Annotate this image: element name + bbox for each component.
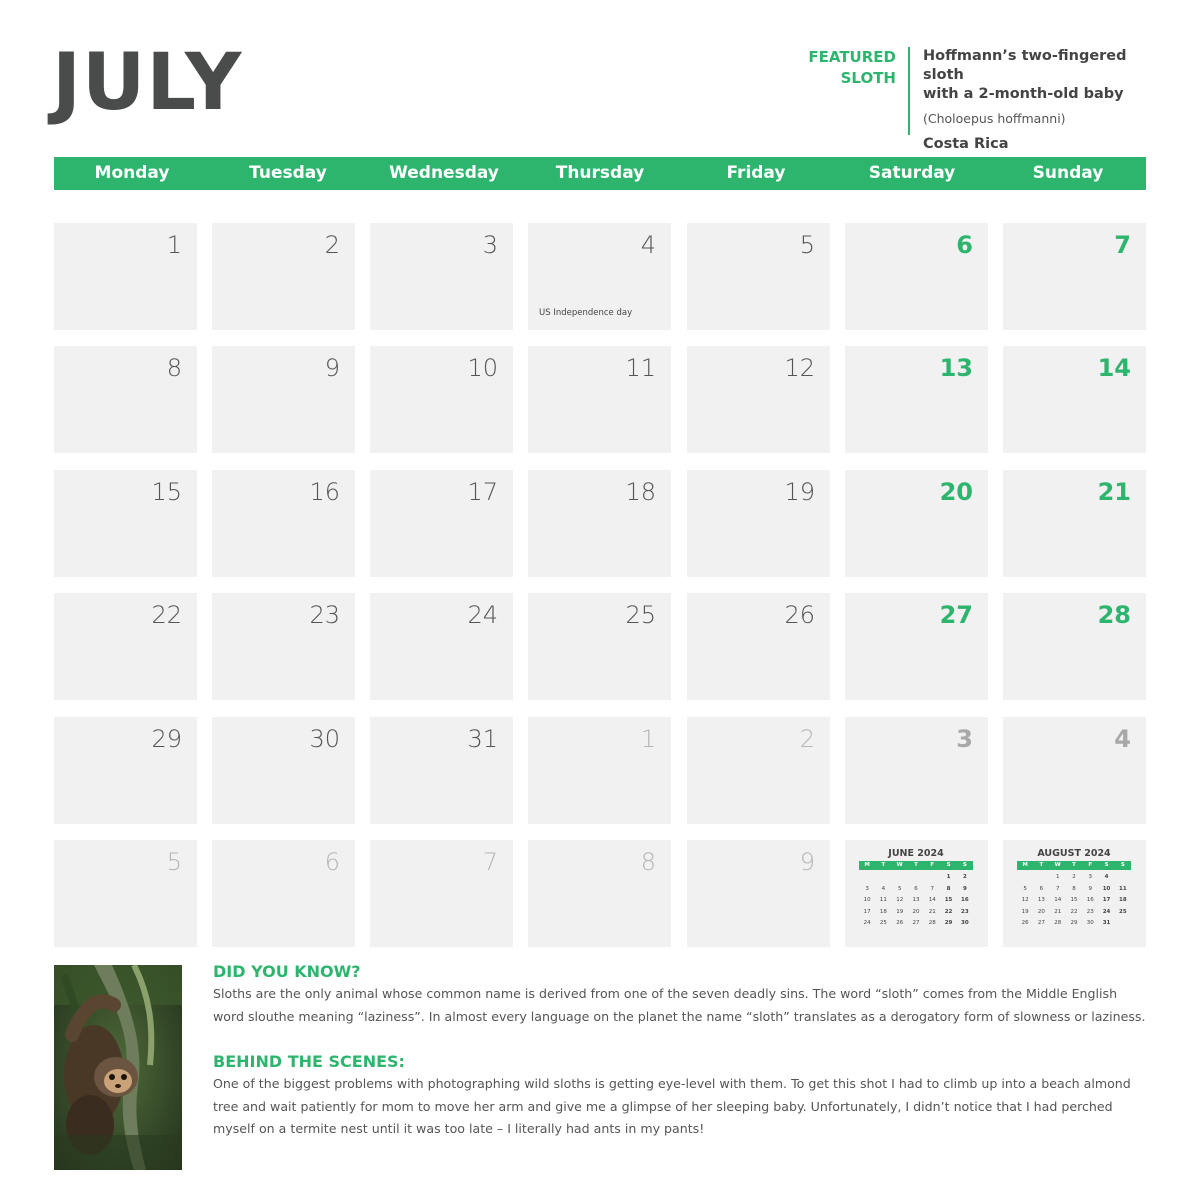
day-number: 3 [482,231,498,259]
mini-weekday: F [1088,862,1093,868]
mini-calendar-days [859,872,973,930]
mini-day: 14 [928,897,936,903]
mini-day: 28 [1054,920,1062,926]
day-number: 23 [309,601,340,629]
mini-day: 18 [879,908,887,915]
behind-the-scenes-section [213,1052,1149,1141]
day-number: 10 [467,354,498,382]
day-cell [212,223,355,330]
day-cell [528,470,671,577]
mini-day: 12 [896,897,904,903]
day-number: 29 [151,725,182,753]
mini-weekday: T [1072,862,1076,868]
day-cell [687,346,830,453]
mini-day: 30 [961,920,969,926]
day-number: 8 [640,848,656,876]
day-number: 28 [1097,601,1131,629]
mini-day: 14 [1054,897,1062,903]
mini-day: 15 [1070,897,1078,903]
day-cell-outside-month [370,840,513,947]
mini-weekday: M [864,862,870,868]
mini-day [859,872,875,884]
day-cell [370,470,513,577]
day-cell [54,470,197,577]
day-cell [54,346,197,453]
mini-day: 25 [1119,908,1127,915]
day-number: 31 [467,725,498,753]
mini-weekday: W [896,862,903,868]
mini-day: 1 [1055,874,1060,880]
day-number: 17 [467,478,498,506]
mini-day: 16 [961,897,969,903]
mini-day: 22 [1070,908,1078,915]
mini-day: 8 [946,885,951,892]
mini-day: 4 [881,885,886,892]
day-cell-outside-month [528,717,671,824]
mini-day: 28 [928,920,936,926]
day-cell [212,470,355,577]
day-number: 4 [640,231,656,259]
mini-day [1115,918,1131,930]
day-number: 7 [1114,231,1131,259]
day-cell [212,593,355,700]
day-number: 12 [784,354,815,382]
mini-day: 6 [1039,885,1044,892]
day-number: 21 [1097,478,1131,506]
mini-day: 9 [1088,885,1093,892]
mini-calendar-cell [845,840,988,947]
day-cell [54,593,197,700]
featured-label-line2: SLOTH [840,69,896,87]
mini-day: 8 [1072,885,1076,892]
mini-day: 24 [1102,908,1111,915]
mini-day: 2 [1072,874,1076,880]
mini-calendar-title: AUGUST 2024 [1037,848,1111,859]
day-cell [687,470,830,577]
day-cell-outside-month [687,717,830,824]
day-number: 14 [1097,354,1131,382]
mini-weekday: S [1104,862,1109,868]
mini-day: 17 [1102,897,1111,903]
mini-day [924,872,940,884]
featured-divider [908,47,910,135]
mini-day: 21 [928,908,936,915]
day-number: 16 [309,478,340,506]
mini-weekday: T [881,862,886,868]
mini-day: 19 [1021,908,1029,915]
mini-weekday: S [1120,862,1125,868]
mini-day: 11 [879,897,887,903]
day-number: 9 [799,848,815,876]
featured-label-line1: FEATURED [808,48,896,66]
mini-day [875,872,891,884]
day-cell [1003,223,1146,330]
sloth-photo [54,965,182,1170]
day-cell [370,346,513,453]
mini-day: 16 [1086,897,1094,903]
mini-day: 19 [896,908,904,915]
mini-day: 30 [1086,920,1094,926]
day-cell [528,593,671,700]
mini-day: 7 [930,885,935,892]
day-number: 4 [1114,725,1131,753]
day-number: 11 [625,354,656,382]
mini-weekday: W [1054,862,1061,868]
behind-the-scenes-title: BEHIND THE SCENES: [213,1052,405,1071]
day-cell [54,717,197,824]
mini-calendar-cell [1003,840,1146,947]
did-you-know-section [213,962,1149,1028]
mini-day [1033,872,1049,884]
mini-calendar-weekdays [859,861,973,870]
day-number: 26 [784,601,815,629]
day-number: 25 [625,601,656,629]
day-cell [687,593,830,700]
day-number: 2 [799,725,815,753]
day-number: 6 [324,848,340,876]
weekday-wednesday: Wednesday [389,163,499,183]
day-number: 6 [956,231,973,259]
day-cell-outside-month [845,717,988,824]
day-cell-outside-month [687,840,830,947]
day-number: 22 [151,601,182,629]
day-cell [845,346,988,453]
day-number: 7 [482,848,498,876]
mini-day: 11 [1119,885,1127,892]
day-number: 9 [324,354,340,382]
day-number: 20 [939,478,973,506]
day-cell [687,223,830,330]
weekday-monday: Monday [94,163,170,183]
weekday-tuesday: Tuesday [249,163,327,183]
day-cell [845,223,988,330]
day-number: 24 [467,601,498,629]
mini-weekday: S [962,862,967,868]
mini-day: 3 [1088,874,1093,880]
mini-day: 5 [1023,885,1027,892]
day-cell [1003,470,1146,577]
weekday-saturday: Saturday [868,163,956,183]
day-number: 18 [625,478,656,506]
mini-day: 24 [863,920,871,926]
day-cell [212,717,355,824]
day-cell-outside-month [54,840,197,947]
weekday-sunday: Sunday [1032,163,1104,183]
mini-day: 17 [863,908,871,915]
mini-day: 1 [946,874,951,880]
mini-day: 9 [962,885,967,892]
mini-day: 27 [912,920,920,926]
day-cell [1003,346,1146,453]
mini-weekday: T [914,862,918,868]
day-cell [370,223,513,330]
mini-calendar [851,848,981,930]
mini-day: 22 [944,908,953,915]
behind-the-scenes-body: One of the biggest problems with photographing wild sloths is getting eye-level with them. To get this shot I had to climb up into a beach almond tree and wait patiently for mom to move her arm and give me a glimpse of her sleeping baby. Unfortunately, I didn’t notice that I had perched myself on a termite nest until it was too late – I literally had ants in my pants! [213,1076,1131,1136]
mini-day: 20 [912,908,920,915]
mini-weekday: S [946,862,951,868]
day-number: 27 [939,601,973,629]
mini-day [892,872,908,884]
day-cell [528,223,671,330]
day-number: 30 [309,725,340,753]
mini-day: 10 [1102,885,1111,892]
day-cell [370,717,513,824]
day-number: 5 [799,231,815,259]
mini-day [1115,872,1131,884]
day-cell [370,593,513,700]
featured-scientific-name: (Choloepus hoffmanni) [923,111,1066,126]
mini-weekday: F [930,862,935,868]
weekday-thursday: Thursday [555,163,645,183]
day-number: 8 [166,354,182,382]
featured-info [923,47,1163,152]
day-number: 2 [324,231,340,259]
mini-day: 23 [961,908,969,915]
day-cell [54,223,197,330]
day-number: 3 [956,725,973,753]
featured-title-line2: with a 2-month-old baby [923,86,1124,102]
mini-weekday: T [1039,862,1044,868]
day-cell-outside-month [528,840,671,947]
mini-day: 23 [1086,908,1094,915]
mini-day: 31 [1102,920,1111,926]
weekday-header [54,157,1146,190]
day-cell [528,346,671,453]
mini-weekday: M [1022,862,1028,868]
day-number: 1 [640,725,656,753]
mini-day: 18 [1119,897,1127,903]
mini-calendar-weekdays [1017,861,1131,870]
featured-label [790,47,896,89]
featured-location: Costa Rica [923,136,1009,152]
month-title: JULY [52,38,243,128]
featured-title-line1: Hoffmann’s two-fingered sloth [923,48,1127,83]
mini-day: 26 [896,920,904,926]
mini-day: 6 [914,885,918,892]
mini-calendar-days [1017,872,1131,930]
mini-day: 5 [897,885,902,892]
mini-day: 29 [1070,920,1078,926]
day-cell [212,346,355,453]
mini-day: 20 [1037,908,1045,915]
featured-title [923,47,1163,104]
mini-day: 26 [1021,920,1029,926]
did-you-know-title: DID YOU KNOW? [213,962,361,981]
mini-day: 15 [944,897,953,903]
mini-day: 2 [962,874,967,880]
day-number: 5 [166,848,182,876]
mini-calendar [1009,848,1139,930]
mini-day: 4 [1104,874,1109,880]
did-you-know-body: Sloths are the only animal whose common name is derived from one of the seven deadly sins. The word “sloth” comes from the Middle English word slouthe meaning “laziness”. In almost every language on the planet the name “sloth” translates as a derogatory form of slowness or laziness. [213,986,1146,1024]
day-note: US Independence day [539,308,633,318]
mini-day: 21 [1054,908,1062,915]
mini-day: 25 [879,920,887,926]
day-cell-outside-month [1003,717,1146,824]
day-cell [1003,593,1146,700]
mini-day [908,872,924,884]
mini-day [1017,872,1033,884]
mini-day: 13 [912,897,920,903]
mini-calendar-title: JUNE 2024 [888,848,944,859]
day-cell [845,593,988,700]
weekday-friday: Friday [726,163,786,183]
mini-day: 7 [1055,885,1060,892]
day-cell-outside-month [212,840,355,947]
mini-day: 10 [863,897,871,903]
day-cell [845,470,988,577]
day-number: 15 [151,478,182,506]
mini-day: 3 [865,885,869,892]
mini-day: 27 [1037,920,1045,926]
mini-day: 29 [944,920,953,926]
day-number: 19 [784,478,815,506]
mini-day: 12 [1021,897,1029,903]
day-number: 1 [166,231,182,259]
mini-day: 13 [1037,897,1045,903]
day-number: 13 [939,354,973,382]
